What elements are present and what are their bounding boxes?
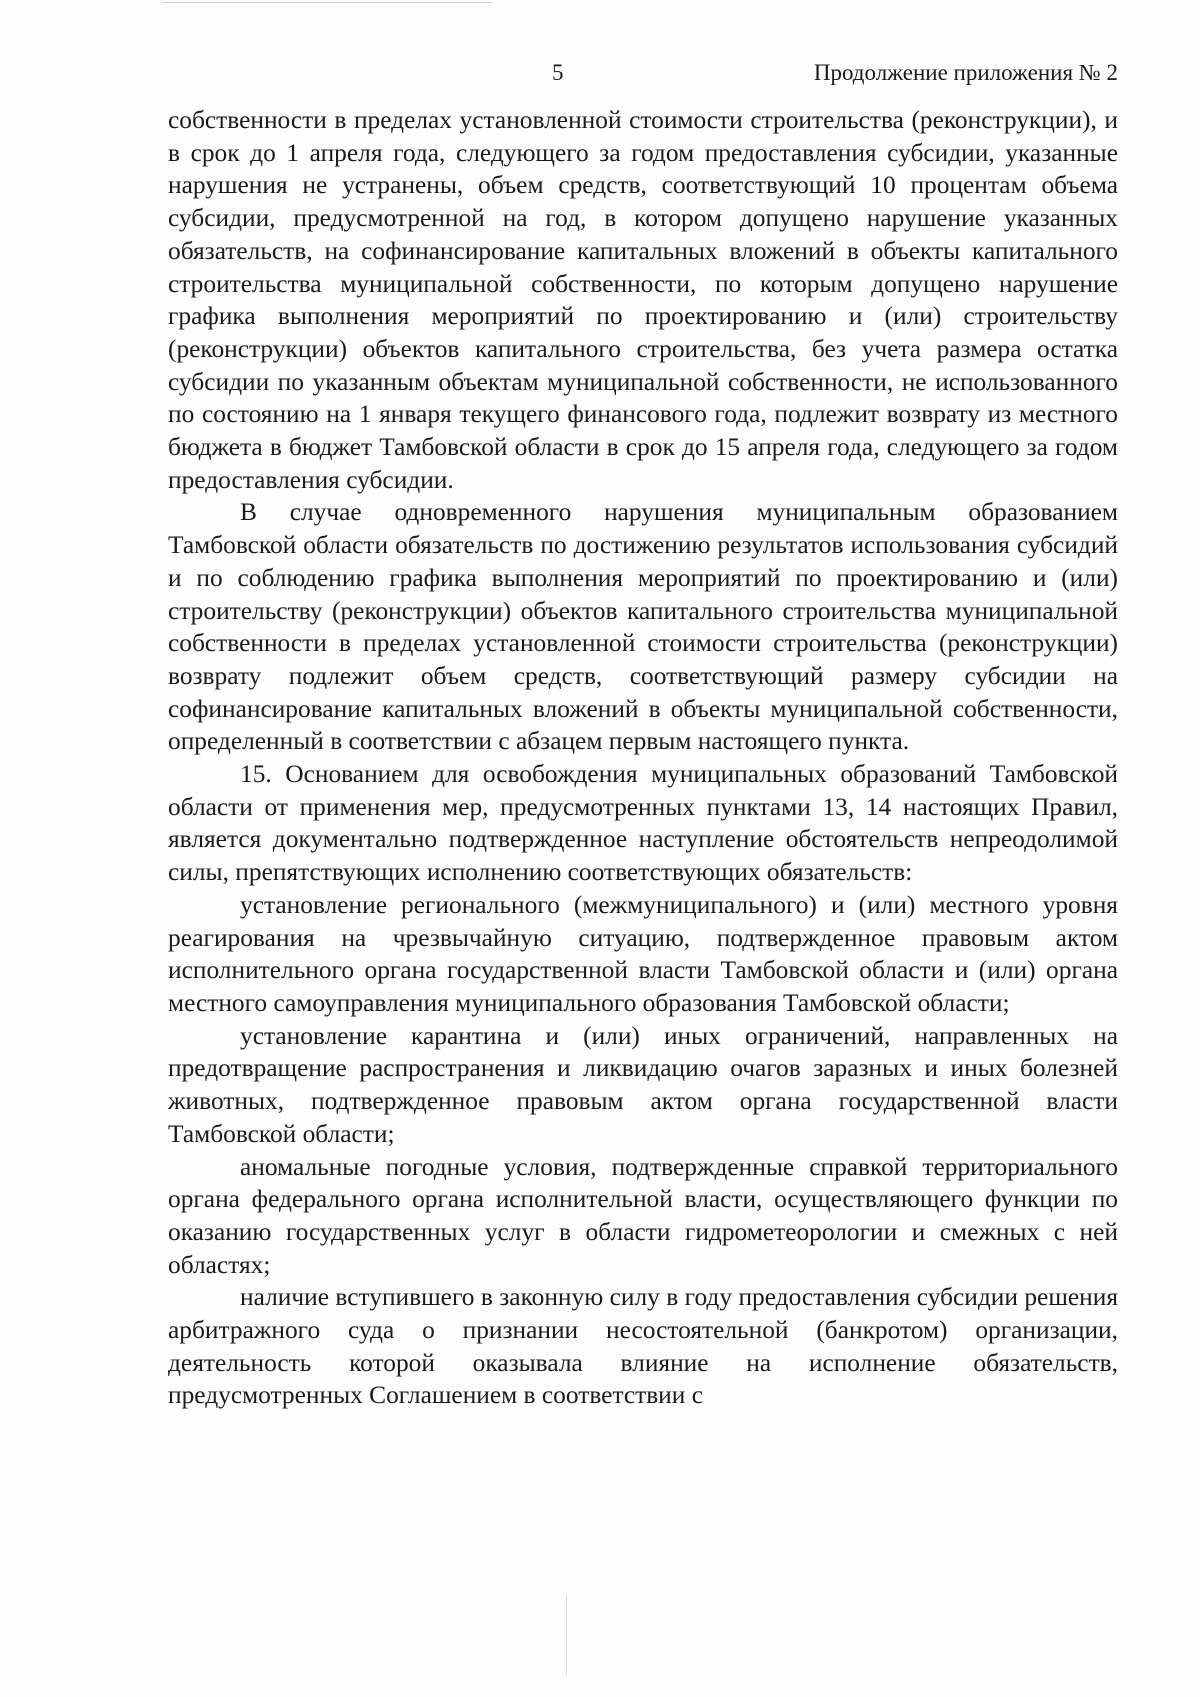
scan-artifact (566, 1595, 567, 1675)
list-item-emergency: установление регионального (межмуниципального) и (или) местного уровня реагирования на чрезвычайную ситуацию, подтвержденное правовым актом исполнительного органа государственной власти Тамбовской области и (или) органа местного самоуправления муниципального образования Тамбовской области; (168, 890, 1118, 1017)
paragraph-simultaneous-violation: В случае одновременного нарушения муниципальным образованием Тамбовской области обязательств по достижению результатов использования субсидий и по соблюдению графика выполнения мероприятий по проектированию и (или) строительству (реконструкции) объектов капитального строительства муниципальной собственности в пределах установленной стоимости строительства (реконструкции) возврату подлежит объем средств, соответствующий размеру субсидии на софинансирование капитальных вложений в объекты муниципальной собственности, определенный в соответствии с абзацем первым настоящего пункта. (168, 498, 1118, 756)
appendix-continuation-note: Продолжение приложения № 2 (813, 60, 1118, 85)
page-header (168, 60, 1118, 92)
list-item-bankruptcy: наличие вступившего в законную силу в году предоставления субсидии решения арбитражного суда о признании несостоятельной (банкротом) организации, деятельность которой оказывала влияние на исполнение обязательств, предусмотренных Соглашением в соответствии с (168, 1283, 1118, 1410)
list-item-weather: аномальные погодные условия, подтвержденные справкой территориального органа федерального органа исполнительной власти, осуществляющего функции по оказанию государственных услуг в области гидрометеорологии и смежных с ней областях; (168, 1152, 1118, 1279)
paragraph-return-of-funds: собственности в пределах установленной стоимости строительства (реконструкции), и в срок до 1 апреля года, следующего за годом предоставления субсидии, указанные нарушения не устранены, объем средств, соответствующий 10 процентам объема субсидии, предусмотренной на год, в котором допущено нарушение указанных обязательств, на софинансирование капитальных вложений в объекты капитального строительства муниципальной собственности, по которым допущено нарушение графика выполнения мероприятий по проектированию и (или) строительству (реконструкции) объектов капитального строительства, без учета размера остатка субсидии по указанным объектам муниципальной собственности, не использованного по состоянию на 1 января текущего финансового года, подлежит возврату из местного бюджета в бюджет Тамбовской области в срок до 15 апреля года, следующего за годом предоставления субсидии. (168, 106, 1118, 494)
list-item-quarantine: установление карантина и (или) иных ограничений, направленных на предотвращение распространения и ликвидацию очагов заразных и иных болезней животных, подтвержденное правовым актом органа государственной власти Тамбовской области; (168, 1021, 1118, 1148)
paragraph-clause-15: 15. Основанием для освобождения муниципальных образований Тамбовской области от применения мер, предусмотренных пунктами 13, 14 настоящих Правил, является документально подтвержденное наступление обстоятельств непреодолимой силы, препятствующих исполнению соответствующих обязательств: (168, 760, 1118, 887)
page-number: 5 (552, 60, 564, 85)
scan-artifact (162, 2, 492, 3)
document-body (168, 104, 1118, 1412)
